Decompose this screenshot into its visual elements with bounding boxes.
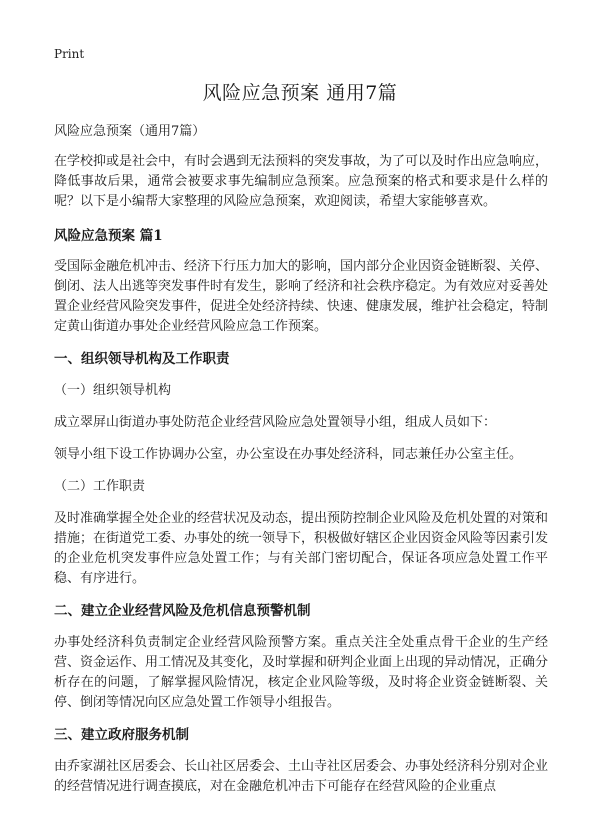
paragraph-6: 由乔家湖社区居委会、长山社区居委会、土山寺社区居委会、办事处经济科分别对企业的经营情况进行调查摸底，对在金融危机冲击下可能存在经营风险的企业重点 [54,759,549,794]
paragraph-2: 成立翠屏山街道办事处防范企业经营风险应急处置领导小组，组成人员如下： [54,415,497,430]
document-body [54,122,548,797]
paragraph-1: 受国际金融危机冲击、经济下行压力加大的影响，国内部分企业因资金链断裂、关停、倒闭、法人出逃等突发事件时有发生，影响了经济和社会秩序稳定。为有效应对妥善处置企业经营风险突发事件，促进全处经济持续、快速、健康发展，维护社会稳定，特制定黄山街道办事处企业经营风险应急工作预案。 [54,259,549,334]
document-subtitle: 风险应急预案（通用7篇） [54,124,206,139]
print-link[interactable]: Print [54,47,85,61]
paragraph-5: 办事处经济科负责制定企业经营风险预警方案。重点关注全处重点骨干企业的生产经营、资金运作、用工情况及其变化，及时掌握和研判企业面上出现的异动情况，正确分析存在的问题，了解掌握风险情况，核定企业风险等级，及时将企业资金链断裂、关停、倒闭等情况向区应急处置工作领导小组报告。 [54,635,549,710]
subsection-heading-1: （一）组织领导机构 [54,383,172,398]
intro-paragraph: 在学校抑或是社会中，有时会遇到无法预料的突发事故，为了可以及时作出应急响应，降低事故后果，通常会被要求事先编制应急预案。应急预案的格式和要求是什么样的呢？以下是小编帮大家整理的风险应急预案，欢迎阅读，希望大家能够喜欢。 [54,154,549,209]
section-heading-1: 一、组织领导机构及工作职责 [54,351,230,367]
article-heading: 风险应急预案 篇1 [54,228,163,244]
paragraph-4: 及时准确掌握全处企业的经营状况及动态，提出预防控制企业风险及危机处置的对策和措施；在街道党工委、办事处的统一领导下，积极做好辖区企业因资金风险等因素引发的企业危机突发事件应急处置工作；与有关部门密切配合，保证各项应急处置工作平稳、有序进行。 [54,511,549,586]
section-heading-3: 三、建立政府服务机制 [54,727,189,743]
paragraph-3: 领导小组下设工作协调办公室，办公室设在办事处经济科，同志兼任办公室主任。 [54,447,523,462]
section-heading-2: 二、建立企业经营风险及危机信息预警机制 [54,603,311,619]
document-title: 风险应急预案 通用7篇 [202,82,398,104]
subsection-heading-2: （二）工作职责 [54,479,146,494]
